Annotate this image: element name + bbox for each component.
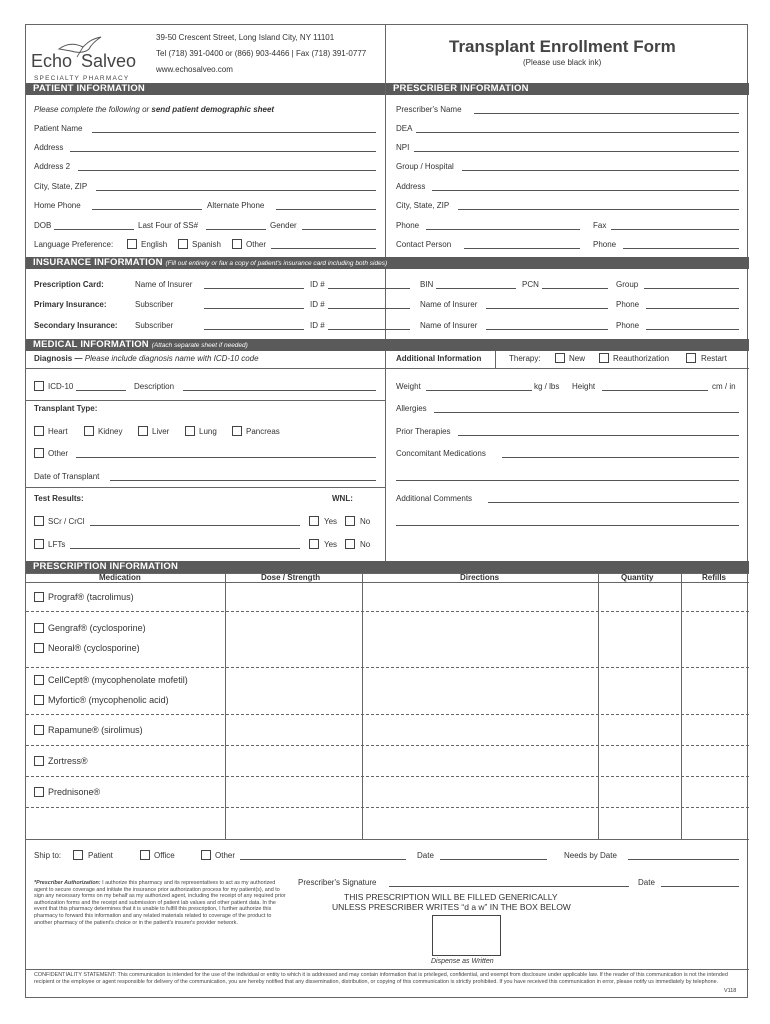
- primary-subscriber-label: Subscriber: [135, 300, 174, 309]
- alt-phone-label: Alternate Phone: [207, 201, 265, 210]
- patient-address-field[interactable]: [70, 151, 376, 152]
- scr-checkbox[interactable]: [34, 516, 44, 526]
- therapy-new-checkbox[interactable]: [555, 353, 565, 363]
- col-directions: Directions: [460, 573, 500, 582]
- prescriber-address-field[interactable]: [432, 190, 739, 191]
- gengraf-checkbox[interactable]: [34, 623, 44, 633]
- concomitant-label: Concomitant Medications: [396, 449, 486, 458]
- lung-label: Lung: [199, 427, 217, 436]
- patient-address-label: Address: [34, 143, 64, 152]
- col-dose: Dose / Strength: [261, 573, 321, 582]
- english-label: English: [141, 240, 168, 249]
- prescriber-city-label: City, State, ZIP: [396, 201, 450, 210]
- secondary-insurer-label: Name of Insurer: [420, 321, 478, 330]
- confidentiality-statement: CONFIDENTIALITY STATEMENT: This communication is intended for the use of the individual or entity to which it is addressed and may contain information that is privileged, confidential, and exempt from disclosure under applicable law. If the reader of this communication is not the intended recipient or the employee or agent responsible for delivery of the communication, you are hereby notified that any dissemination, distribution, or copying of this communication is strictly prohibited. If you have received this communication in error, please notify us immediately by telephone.: [34, 972, 728, 985]
- group-hospital-field[interactable]: [462, 170, 739, 171]
- heart-label: Heart: [48, 427, 68, 436]
- spanish-checkbox[interactable]: [178, 239, 188, 249]
- contact-phone-field[interactable]: [623, 248, 739, 249]
- prograf-label: Prograf® (tacrolimus): [48, 592, 134, 602]
- primary-insurance-label: Primary Insurance:: [34, 300, 107, 309]
- other-language-field[interactable]: [271, 248, 376, 249]
- ssn-field[interactable]: [206, 229, 266, 230]
- gender-field[interactable]: [302, 229, 376, 230]
- logo-salveo: Salveo: [81, 51, 137, 71]
- prograf-checkbox[interactable]: [34, 592, 44, 602]
- pcn-label: PCN: [522, 280, 539, 289]
- signature-label: Prescriber's Signature: [298, 878, 377, 887]
- prescriber-section-heading: PRESCRIBER INFORMATION: [386, 83, 749, 95]
- needs-by-date-label: Needs by Date: [564, 851, 617, 860]
- home-phone-field[interactable]: [92, 209, 202, 210]
- description-label: Description: [134, 382, 175, 391]
- ship-date-field[interactable]: [440, 859, 547, 860]
- rx-card-label: Prescription Card:: [34, 280, 104, 289]
- lfts-checkbox[interactable]: [34, 539, 44, 549]
- rx-id-label: ID #: [310, 280, 325, 289]
- home-phone-label: Home Phone: [34, 201, 81, 210]
- date-of-transplant-field[interactable]: [110, 480, 376, 481]
- therapy-restart-label: Restart: [701, 354, 727, 363]
- ship-other-label: Other: [215, 851, 236, 860]
- prescriber-fax-label: Fax: [593, 221, 607, 230]
- ssn-label: Last Four of SS#: [138, 221, 199, 230]
- spanish-label: Spanish: [192, 240, 221, 249]
- diagnosis-instruction: Diagnosis — Please include diagnosis name with ICD-10 code: [34, 354, 259, 363]
- allergies-label: Allergies: [396, 404, 427, 413]
- patient-section-heading: PATIENT INFORMATION: [26, 83, 385, 95]
- secondary-insurance-label: Secondary Insurance:: [34, 321, 118, 330]
- medical-section-heading: MEDICAL INFORMATION (Attach separate sheet if needed): [26, 339, 749, 351]
- signature-date-field[interactable]: [661, 886, 739, 887]
- npi-field[interactable]: [414, 151, 739, 152]
- col-medication: Medication: [99, 573, 141, 582]
- patient-name-label: Patient Name: [34, 124, 83, 133]
- height-unit-label: cm / in: [712, 382, 736, 391]
- weight-unit-label: kg / lbs: [534, 382, 560, 391]
- ship-other-checkbox[interactable]: [201, 850, 211, 860]
- dea-label: DEA: [396, 124, 413, 133]
- scr-label: SCr / CrCl: [48, 517, 85, 526]
- signature-date-label: Date: [638, 878, 655, 887]
- scr-field[interactable]: [90, 525, 300, 526]
- patient-instruction: Please complete the following or send patient demographic sheet: [34, 105, 275, 114]
- prescriber-name-label: Prescriber's Name: [396, 105, 462, 114]
- height-label: Height: [572, 382, 596, 391]
- gender-label: Gender: [270, 221, 297, 230]
- description-field[interactable]: [183, 390, 376, 391]
- rx-group-field[interactable]: [644, 288, 739, 289]
- other-language-label: Other: [246, 240, 267, 249]
- secondary-phone-label: Phone: [616, 321, 640, 330]
- lung-checkbox[interactable]: [185, 426, 195, 436]
- logo-tagline: SPECIALTY PHARMACY: [34, 75, 130, 82]
- height-field[interactable]: [602, 390, 708, 391]
- transplant-type-label: Transplant Type:: [34, 404, 98, 413]
- pharmacy-address: 39-50 Crescent Street, Long Island City, NY 11101: [156, 33, 335, 42]
- allergies-field[interactable]: [434, 412, 739, 413]
- prescriber-city-field[interactable]: [458, 209, 739, 210]
- version-label: V118: [724, 988, 737, 994]
- secondary-phone-field[interactable]: [646, 329, 739, 330]
- therapy-new-label: New: [569, 354, 586, 363]
- prior-therapies-field[interactable]: [458, 435, 739, 436]
- generic-notice-line1: THIS PRESCRIPTION WILL BE FILLED GENERICALLY: [344, 892, 558, 902]
- patient-address2-field[interactable]: [78, 170, 376, 171]
- ship-patient-checkbox[interactable]: [73, 850, 83, 860]
- primary-subscriber-field[interactable]: [204, 308, 304, 309]
- daw-box[interactable]: [432, 915, 501, 956]
- weight-label: Weight: [396, 382, 421, 391]
- primary-id-label: ID #: [310, 300, 325, 309]
- prescriber-authorization: *Prescriber Authorization: I authorize this pharmacy and its representatives to act as my authorized agent to secure coverage and initiate the insurance prior authorization process for my patient(s), and to sign any necessary forms on my behalf as my authorized agent, including the receipt of any required prior authorization forms and the receipt and submission of patient lab values and other patient data. In the event that this pharmacy determines that it is unable to fulfill this prescription, I further authorize this pharmacy to forward this information and any related materials related to coverage of the product to another pharmacy of the patient's choice or in the patient's insurer's provider network.: [34, 880, 286, 926]
- col-refills: Refills: [702, 573, 727, 582]
- icd10-field[interactable]: [76, 390, 126, 391]
- weight-field[interactable]: [426, 390, 532, 391]
- therapy-reauth-label: Reauthorization: [613, 354, 670, 363]
- enrollment-form: [25, 24, 748, 998]
- alt-phone-field[interactable]: [276, 209, 376, 210]
- signature-field[interactable]: [389, 886, 629, 887]
- liver-checkbox[interactable]: [138, 426, 148, 436]
- pancreas-label: Pancreas: [246, 427, 280, 436]
- additional-comments-field-line2[interactable]: [396, 525, 739, 526]
- rapamune-label: Rapamune® (sirolimus): [48, 725, 143, 735]
- scr-no-checkbox[interactable]: [345, 516, 355, 526]
- lfts-yes-label: Yes: [324, 540, 338, 549]
- rx-insurer-label: Name of Insurer: [135, 280, 193, 289]
- prednisone-checkbox[interactable]: [34, 787, 44, 797]
- other-transplant-field[interactable]: [76, 457, 376, 458]
- kidney-label: Kidney: [98, 427, 123, 436]
- ship-patient-label: Patient: [88, 851, 113, 860]
- needs-by-date-field[interactable]: [628, 859, 739, 860]
- prior-therapies-label: Prior Therapies: [396, 427, 451, 436]
- icd10-checkbox[interactable]: [34, 381, 44, 391]
- lfts-no-label: No: [360, 540, 371, 549]
- prescriber-name-field[interactable]: [474, 113, 739, 114]
- dea-field[interactable]: [416, 132, 739, 133]
- generic-notice-line2: UNLESS PRESCRIBER WRITES “d a w” IN THE BOX BELOW: [332, 902, 571, 912]
- pharmacy-website: www.echosalveo.com: [156, 65, 233, 74]
- icd10-label: ICD-10: [48, 382, 74, 391]
- prednisone-label: Prednisone®: [48, 787, 101, 797]
- secondary-id-label: ID #: [310, 321, 325, 330]
- patient-city-field[interactable]: [96, 190, 376, 191]
- language-label: Language Preference:: [34, 240, 114, 249]
- secondary-id-field[interactable]: [328, 329, 410, 330]
- col-quantity: Quantity: [621, 573, 654, 582]
- dob-field[interactable]: [54, 229, 134, 230]
- additional-comments-label: Additional Comments: [396, 494, 473, 503]
- dob-label: DOB: [34, 221, 52, 230]
- logo-echo: Echo: [31, 51, 73, 71]
- zortress-label: Zortress®: [48, 756, 88, 766]
- test-results-label: Test Results:: [34, 494, 84, 503]
- primary-phone-label: Phone: [616, 300, 640, 309]
- scr-no-label: No: [360, 517, 371, 526]
- neoral-label: Neoral® (cyclosporine): [48, 643, 140, 653]
- npi-label: NPI: [396, 143, 410, 152]
- form-title: Transplant Enrollment Form: [449, 37, 676, 56]
- pancreas-checkbox[interactable]: [232, 426, 242, 436]
- prescriber-phone-label: Phone: [396, 221, 420, 230]
- prescriber-phone-field[interactable]: [426, 229, 580, 230]
- rx-group-label: Group: [616, 280, 639, 289]
- bin-field[interactable]: [436, 288, 516, 289]
- other-transplant-checkbox[interactable]: [34, 448, 44, 458]
- other-language-checkbox[interactable]: [232, 239, 242, 249]
- logo: [31, 35, 149, 85]
- concomitant-field-line2[interactable]: [396, 480, 739, 481]
- wnl-label: WNL:: [332, 494, 353, 503]
- primary-phone-field[interactable]: [646, 308, 739, 309]
- cellcept-checkbox[interactable]: [34, 675, 44, 685]
- prescriber-address-label: Address: [396, 182, 426, 191]
- ship-to-label: Ship to:: [34, 851, 62, 860]
- other-transplant-label: Other: [48, 449, 69, 458]
- cellcept-label: CellCept® (mycophenolate mofetil): [48, 675, 188, 685]
- daw-label: Dispense as Written: [431, 958, 494, 965]
- secondary-subscriber-label: Subscriber: [135, 321, 174, 330]
- lfts-field[interactable]: [70, 548, 300, 549]
- lfts-label: LFTs: [48, 540, 66, 549]
- date-of-transplant-label: Date of Transplant: [34, 472, 100, 481]
- pharmacy-phone-fax: Tel (718) 391-0400 or (866) 903-4466 | Fax (718) 391-0777: [156, 49, 367, 58]
- bin-label: BIN: [420, 280, 434, 289]
- additional-info-label: Additional Information: [396, 354, 482, 363]
- neoral-checkbox[interactable]: [34, 643, 44, 653]
- therapy-restart-checkbox[interactable]: [686, 353, 696, 363]
- ship-office-checkbox[interactable]: [140, 850, 150, 860]
- pcn-field[interactable]: [542, 288, 608, 289]
- contact-person-label: Contact Person: [396, 240, 452, 249]
- liver-label: Liver: [152, 427, 170, 436]
- lfts-no-checkbox[interactable]: [345, 539, 355, 549]
- insurance-section-heading: INSURANCE INFORMATION (Fill out entirely or fax a copy of patient's insurance card including both sides): [26, 257, 749, 269]
- myfortic-checkbox[interactable]: [34, 695, 44, 705]
- prescriber-fax-field[interactable]: [611, 229, 739, 230]
- english-checkbox[interactable]: [127, 239, 137, 249]
- zortress-checkbox[interactable]: [34, 756, 44, 766]
- additional-comments-field[interactable]: [488, 502, 739, 503]
- heart-checkbox[interactable]: [34, 426, 44, 436]
- kidney-checkbox[interactable]: [84, 426, 94, 436]
- patient-name-field[interactable]: [92, 132, 376, 133]
- scr-yes-label: Yes: [324, 517, 338, 526]
- patient-address2-label: Address 2: [34, 162, 71, 171]
- concomitant-field[interactable]: [502, 457, 739, 458]
- ship-date-label: Date: [417, 851, 434, 860]
- secondary-subscriber-field[interactable]: [204, 329, 304, 330]
- group-hospital-label: Group / Hospital: [396, 162, 454, 171]
- patient-city-label: City, State, ZIP: [34, 182, 88, 191]
- lfts-yes-checkbox[interactable]: [309, 539, 319, 549]
- secondary-insurer-field[interactable]: [486, 329, 608, 330]
- therapy-reauth-checkbox[interactable]: [599, 353, 609, 363]
- rx-insurer-field[interactable]: [204, 288, 304, 289]
- scr-yes-checkbox[interactable]: [309, 516, 319, 526]
- primary-insurer-label: Name of Insurer: [420, 300, 478, 309]
- ship-other-field[interactable]: [240, 859, 406, 860]
- therapy-label: Therapy:: [509, 354, 541, 363]
- rapamune-checkbox[interactable]: [34, 725, 44, 735]
- form-subtitle: (Please use black ink): [523, 58, 602, 67]
- rx-id-field[interactable]: [328, 288, 410, 289]
- primary-insurer-field[interactable]: [486, 308, 608, 309]
- prescription-section-heading: PRESCRIPTION INFORMATION: [26, 561, 749, 573]
- contact-person-field[interactable]: [464, 248, 580, 249]
- myfortic-label: Myfortic® (mycophenolic acid): [48, 695, 169, 705]
- gengraf-label: Gengraf® (cyclosporine): [48, 623, 146, 633]
- contact-phone-label: Phone: [593, 240, 617, 249]
- primary-id-field[interactable]: [328, 308, 410, 309]
- ship-office-label: Office: [154, 851, 175, 860]
